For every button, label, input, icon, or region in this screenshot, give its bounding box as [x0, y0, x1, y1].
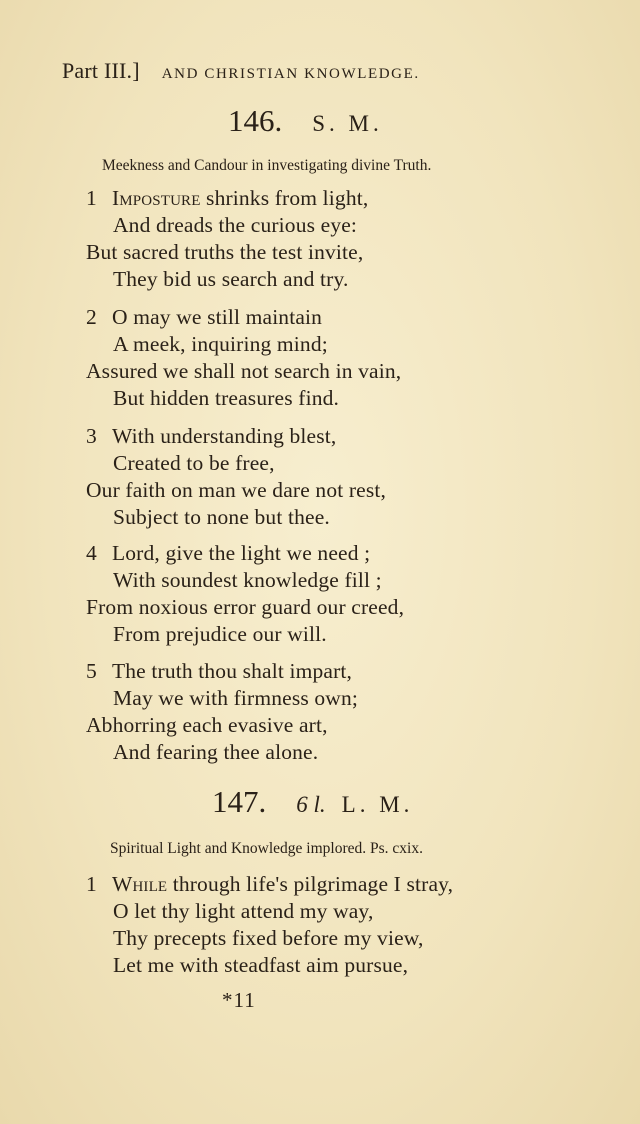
- verse-line: Created to be free,: [113, 451, 275, 475]
- hymn-number: 146.: [228, 103, 283, 138]
- verse-line: 3 With understanding blest,: [86, 424, 337, 448]
- initial-word: While: [112, 872, 168, 896]
- section-title: AND CHRISTIAN KNOWLEDGE.: [161, 66, 420, 82]
- verse-line: Assured we shall not search in vain,: [86, 359, 402, 383]
- verse-line: A meek, inquiring mind;: [113, 332, 328, 356]
- verse-line: 1 Imposture shrinks from light,: [86, 186, 369, 210]
- hymn-147-heading: [212, 784, 413, 820]
- initial-word: Imposture: [112, 186, 201, 210]
- verse-line: From noxious error guard our creed,: [86, 595, 405, 619]
- running-head: [62, 58, 562, 84]
- verse-line: Thy precepts fixed before my view,: [113, 926, 424, 950]
- hymn-meter: S. M.: [312, 111, 383, 136]
- hymn-number: 147.: [212, 784, 267, 819]
- verse-line: Let me with steadfast aim pursue,: [113, 953, 409, 977]
- stanza-number: 2: [86, 305, 97, 329]
- verse-line: 4 Lord, give the light we need ;: [86, 541, 371, 565]
- verse-line: May we with firmness own;: [113, 686, 358, 710]
- stanza-number: 3: [86, 424, 97, 448]
- part-label: Part III.]: [62, 58, 140, 83]
- meter-prefix: 6 l.: [296, 792, 326, 817]
- verse-line: Abhorring each evasive art,: [86, 713, 328, 737]
- verse-line: And dreads the curious eye:: [113, 213, 358, 237]
- stanza-number: 4: [86, 541, 97, 565]
- verse-line: From prejudice our will.: [113, 622, 327, 646]
- stanza-number: 5: [86, 659, 97, 683]
- verse-line: O let thy light attend my way,: [113, 899, 374, 923]
- hymn-146-subtitle: Meekness and Candour in investigating divine Truth.: [102, 157, 432, 174]
- verse-line: Our faith on man we dare not rest,: [86, 478, 387, 502]
- hymn-146-heading: [228, 103, 383, 139]
- verse-line: But sacred truths the test invite,: [86, 240, 364, 264]
- verse-line: And fearing thee alone.: [113, 740, 319, 764]
- hymn-meter: 6 l. L. M.: [296, 792, 414, 817]
- verse-line: 5 The truth thou shalt impart,: [86, 659, 353, 683]
- hymn-147-subtitle: Spiritual Light and Knowledge implored. Ps. cxix.: [110, 840, 423, 857]
- stanza-number: 1: [86, 872, 97, 896]
- verse-line: With soundest knowledge fill ;: [113, 568, 382, 592]
- verse-line: 2 O may we still maintain: [86, 305, 323, 329]
- verse-line: They bid us search and try.: [113, 267, 349, 291]
- verse-line: But hidden treasures find.: [113, 386, 340, 410]
- verse-line: Subject to none but thee.: [113, 505, 330, 529]
- verse-line: 1 While through life's pilgrimage I stray,: [86, 872, 454, 896]
- signature-mark: *11: [222, 988, 256, 1012]
- stanza-number: 1: [86, 186, 97, 210]
